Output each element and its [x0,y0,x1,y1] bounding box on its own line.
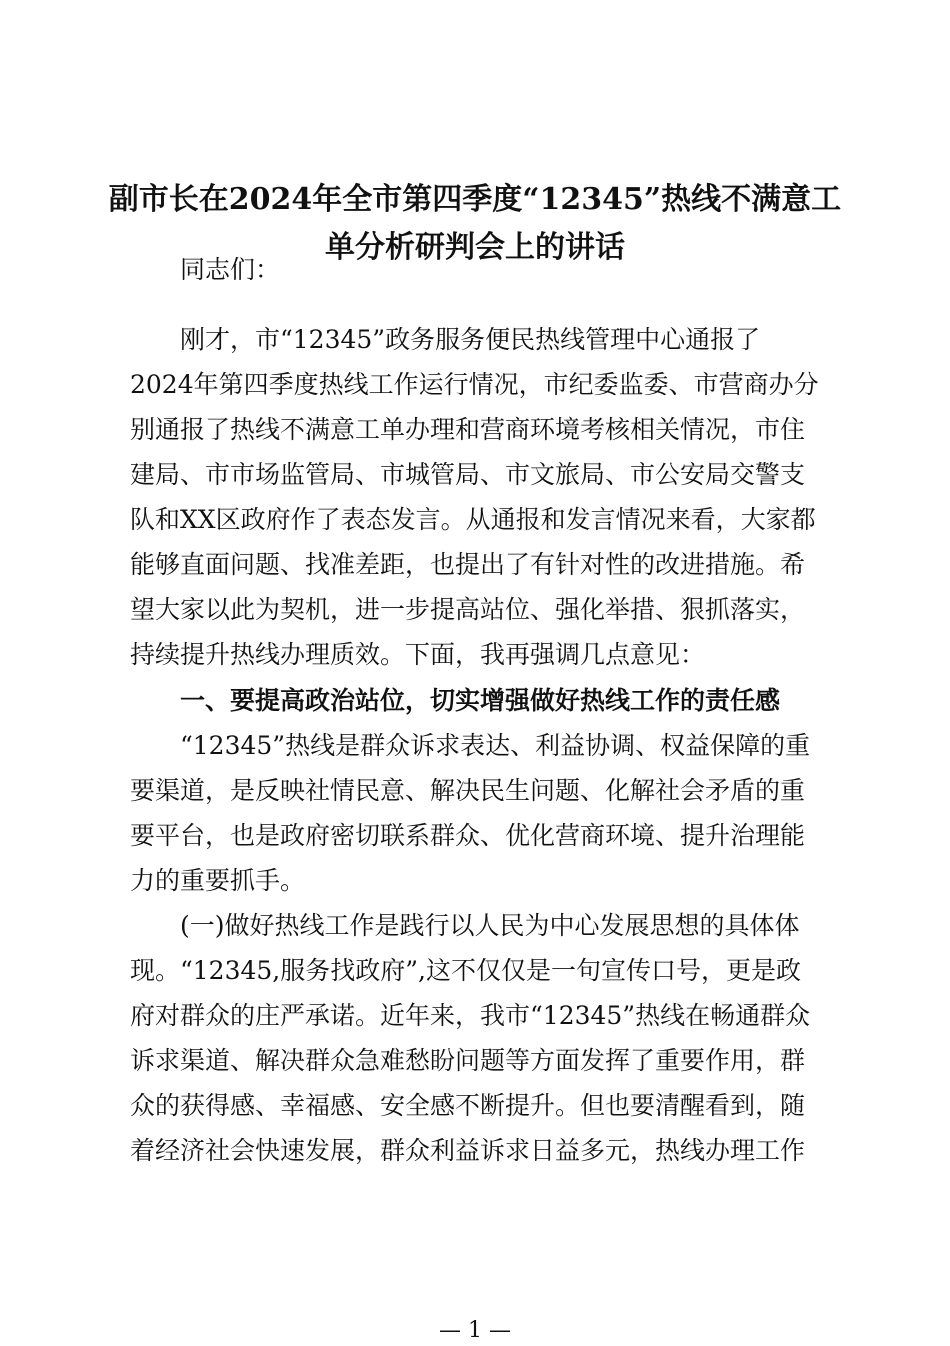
document-title-line-2: 单分析研判会上的讲话 [325,230,625,265]
greeting: 同志们： [180,255,281,284]
paragraph-3-line-5: 众的获得感、幸福感、安全感不断提升。但也要清醒看到，随 [130,1091,806,1120]
paragraph-1-line-6: 能够直面问题、找准差距，也提出了有针对性的改进措施。希 [130,550,806,579]
paragraph-3-line-6: 着经济社会快速发展，群众利益诉求日益多元，热线办理工作 [130,1136,806,1165]
paragraph-2-line-2: 要渠道，是反映社情民意、解决民生问题、化解社会矛盾的重 [130,776,806,805]
document-title-line-1: 副市长在2024年全市第四季度“12345”热线不满意工 [108,182,842,217]
paragraph-2-line-3: 要平台，也是政府密切联系群众、优化营商环境、提升治理能 [130,821,806,850]
paragraph-2-line-1: “12345”热线是群众诉求表达、利益协调、权益保障的重 [180,731,811,760]
paragraph-3-line-2: 现。“12345,服务找政府”,这不仅仅是一句宣传口号，更是政 [130,956,801,985]
paragraph-1-line-1: 刚才，市“12345”政务服务便民热线管理中心通报了 [180,325,761,354]
paragraph-3-line-1: (一)做好热线工作是践行以人民为中心发展思想的具体体 [180,911,800,940]
paragraph-2-line-4: 力的重要抓手。 [130,866,306,895]
paragraph-3-line-4: 诉求渠道、解决群众急难愁盼问题等方面发挥了重要作用，群 [130,1046,806,1075]
paragraph-1-line-4: 建局、市市场监管局、市城管局、市文旅局、市公安局交警支 [130,460,806,489]
section-heading-1: 一、要提高政治站位，切实增强做好热线工作的责任感 [180,686,781,715]
paragraph-1-line-2: 2024年第四季度热线工作运行情况，市纪委监委、市营商办分 [130,370,819,399]
paragraph-1-line-3: 别通报了热线不满意工单办理和营商环境考核相关情况，市住 [130,415,806,444]
page-number: — 1 — [439,1318,511,1343]
paragraph-1-line-7: 望大家以此为契机，进一步提高站位、强化举措、狠抓落实， [130,595,806,624]
paragraph-1-line-5: 队和XX区政府作了表态发言。从通报和发言情况来看，大家都 [130,505,816,534]
paragraph-3-line-3: 府对群众的庄严承诺。近年来，我市“12345”热线在畅通群众 [130,1001,811,1030]
paragraph-1-line-8: 持续提升热线办理质效。下面，我再强调几点意见： [130,640,706,669]
